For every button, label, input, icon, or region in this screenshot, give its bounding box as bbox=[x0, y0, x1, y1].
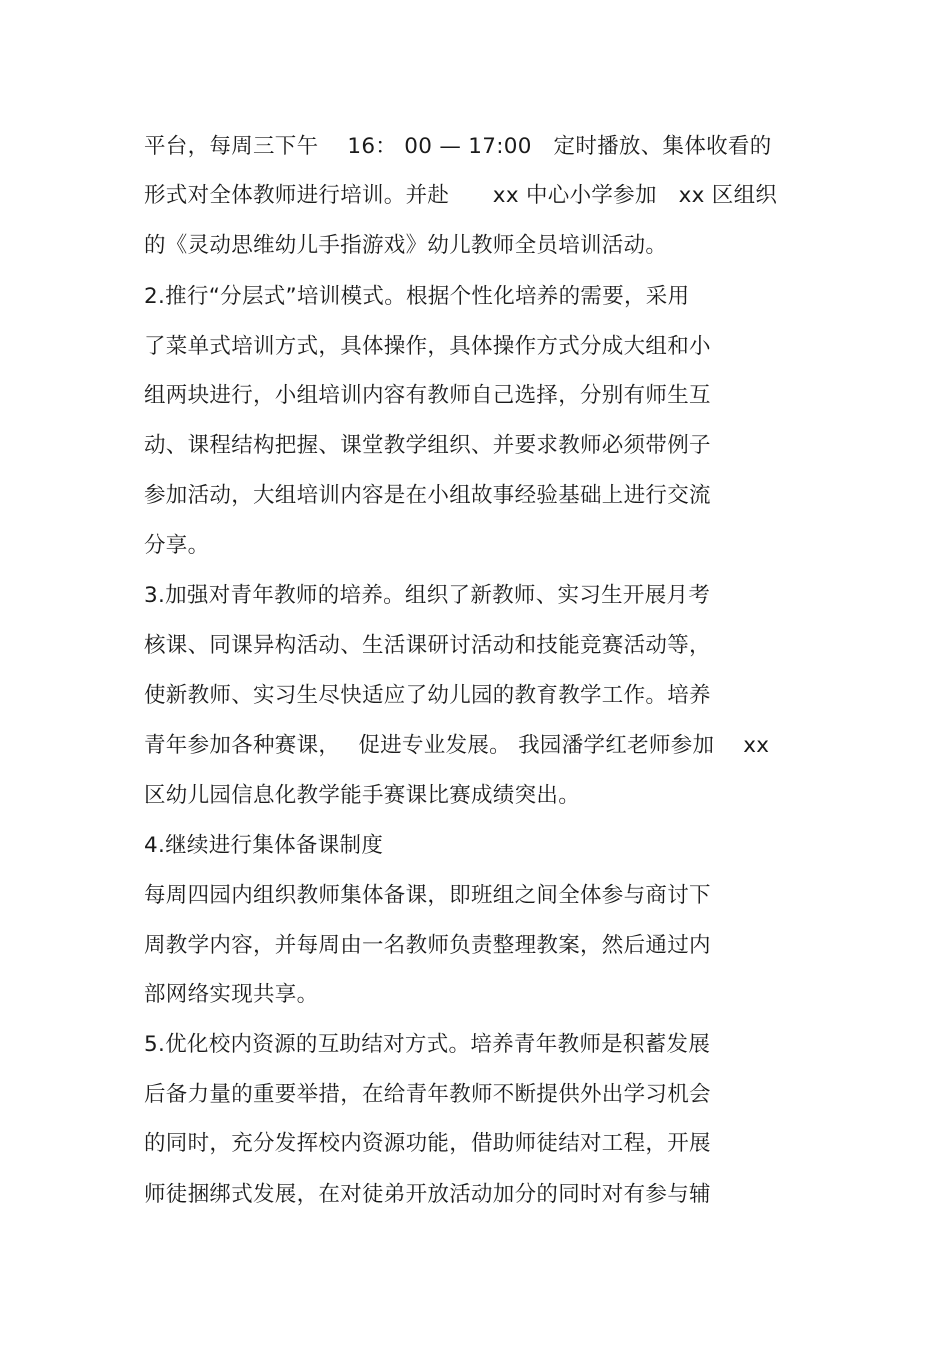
text-line: 师徒捆绑式发展，在对徒弟开放活动加分的同时对有参与辅 bbox=[144, 1182, 711, 1207]
text-line: 3.加强对青年教师的培养。组织了新教师、实习生开展月考 bbox=[144, 583, 711, 608]
text-line: 组两块进行，小组培训内容有教师自己选择，分别有师生互 bbox=[144, 383, 711, 408]
text-line: 部网络实现共享。 bbox=[144, 982, 319, 1007]
text-line: 参加活动，大组培训内容是在小组故事经验基础上进行交流 bbox=[144, 483, 711, 508]
text-line: 平台，每周三下午 16： 00 — 17:00 定时播放、集体收看的 bbox=[144, 134, 772, 159]
text-line: 的《灵动思维幼儿手指游戏》幼儿教师全员培训活动。 bbox=[144, 233, 668, 258]
text-line: 核课、同课异构活动、生活课研讨活动和技能竞赛活动等， bbox=[144, 633, 711, 658]
text-line: 4.继续进行集体备课制度 bbox=[144, 833, 384, 858]
text-line: 分享。 bbox=[144, 533, 210, 558]
text-line: 周教学内容，并每周由一名教师负责整理教案，然后通过内 bbox=[144, 933, 711, 958]
text-line: 后备力量的重要举措，在给青年教师不断提供外出学习机会 bbox=[144, 1082, 711, 1107]
text-line: 了菜单式培训方式，具体操作，具体操作方式分成大组和小 bbox=[144, 334, 711, 359]
text-line: 5.优化校内资源的互助结对方式。培养青年教师是积蓄发展 bbox=[144, 1032, 711, 1057]
text-line: 青年参加各种赛课， 促进专业发展。 我园潘学红老师参加 xx bbox=[144, 733, 770, 758]
text-line: 的同时，充分发挥校内资源功能，借助师徒结对工程，开展 bbox=[144, 1131, 711, 1156]
text-line: 使新教师、实习生尽快适应了幼儿园的教育教学工作。培养 bbox=[144, 683, 711, 708]
text-line: 区幼儿园信息化教学能手赛课比赛成绩突出。 bbox=[144, 783, 581, 808]
text-line: 形式对全体教师进行培训。并赴 xx 中心小学参加 xx 区组织 bbox=[144, 183, 778, 208]
text-line: 动、课程结构把握、课堂教学组织、并要求教师必须带例子 bbox=[144, 433, 711, 458]
text-line: 每周四园内组织教师集体备课，即班组之间全体参与商讨下 bbox=[144, 883, 711, 908]
text-line: 2.推行“分层式”培训模式。根据个性化培养的需要，采用 bbox=[144, 284, 690, 309]
